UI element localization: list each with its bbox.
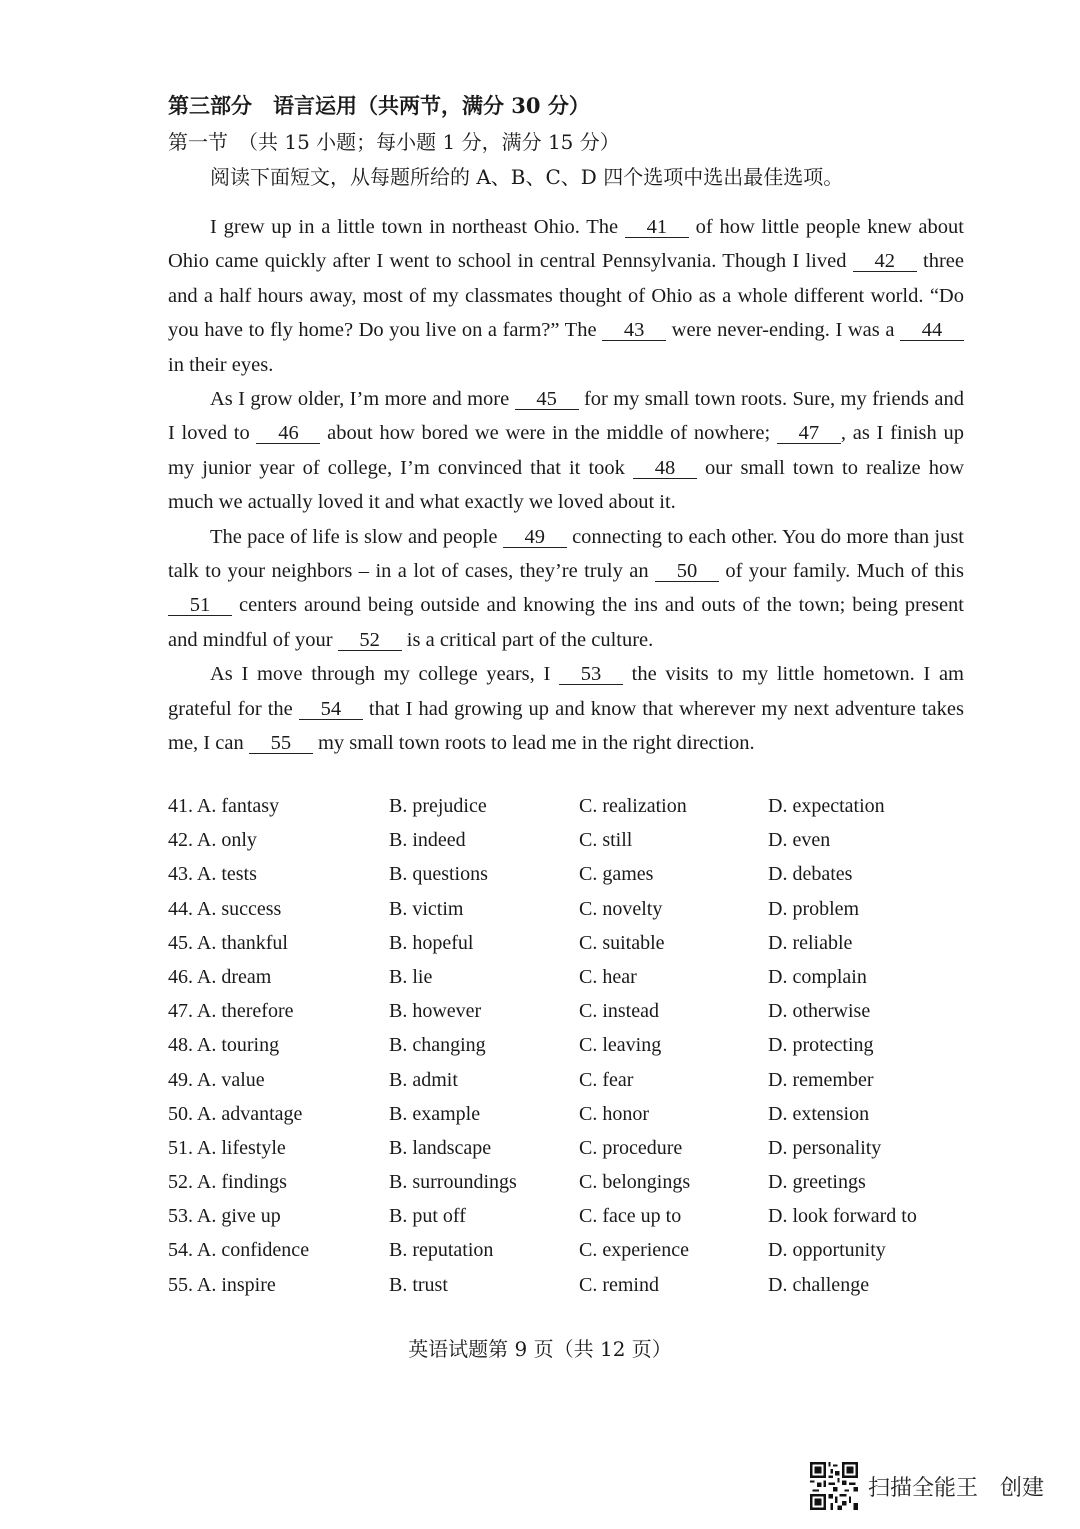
option-b: B. trust xyxy=(389,1273,448,1296)
option-d: D. extension xyxy=(768,1102,870,1125)
option-d: D. otherwise xyxy=(768,1000,871,1023)
option-b: B. put off xyxy=(389,1205,466,1228)
option-a: 51. A. lifestyle xyxy=(168,1136,286,1159)
option-a: 42. A. only xyxy=(168,829,257,852)
passage-text: I grew up in a little town in northeast Ohio. The xyxy=(210,216,625,238)
scanner-watermark xyxy=(810,1462,1044,1510)
option-d: D. look forward to xyxy=(768,1205,917,1228)
part-heading: 第三部分 语言运用（共两节，满分 30 分） xyxy=(168,93,590,118)
option-c: C. suitable xyxy=(579,931,665,954)
passage-text: my small town roots to lead me in the right direction. xyxy=(312,732,755,755)
option-a: 41. A. fantasy xyxy=(168,795,280,817)
passage-text: three and a half hours away, most of my classmates thought of Ohio as a whole different world. “Do you have to fly home? Do you live on a farm?” The xyxy=(168,250,964,342)
option-row xyxy=(168,1000,968,1034)
option-b: B. admit xyxy=(389,1068,458,1091)
passage-text: As I move through my college years, I xyxy=(210,663,559,686)
option-row xyxy=(168,795,968,829)
option-row xyxy=(168,898,968,932)
option-a: 50. A. advantage xyxy=(168,1102,303,1125)
passage-paragraph-2 xyxy=(168,382,964,520)
blank-46: 46 xyxy=(256,423,320,444)
option-c: C. honor xyxy=(579,1102,649,1125)
option-row xyxy=(168,1239,968,1273)
option-row xyxy=(168,1274,968,1308)
option-b: B. indeed xyxy=(389,829,466,852)
passage-text: The pace of life is slow and people xyxy=(210,525,503,548)
option-d: D. remember xyxy=(768,1068,874,1091)
option-d: D. problem xyxy=(768,897,860,920)
option-d: D. greetings xyxy=(768,1171,866,1194)
blank-53: 53 xyxy=(559,664,623,685)
passage-paragraph-4 xyxy=(168,657,964,760)
option-c: C. procedure xyxy=(579,1136,683,1159)
option-d: D. protecting xyxy=(768,1034,874,1057)
passage-text: connecting to each other. You do more than just talk to your neighbors – in a lot of cases, they’re truly an xyxy=(168,525,964,583)
passage-text: were never-ending. I was a xyxy=(666,319,900,342)
option-b: B. surroundings xyxy=(389,1171,517,1194)
blank-54: 54 xyxy=(299,699,363,720)
option-a: 44. A. success xyxy=(168,897,282,920)
passage-text: of your family. Much of this xyxy=(719,560,964,583)
option-a: 46. A. dream xyxy=(168,965,272,988)
passage-text: our small town to realize how much we actually loved it and what exactly we loved about it. xyxy=(168,456,964,514)
passage-text: for my small town roots. Sure, my friends and I loved to xyxy=(168,388,965,445)
option-d: D. even xyxy=(768,829,831,852)
option-a: 45. A. thankful xyxy=(168,931,288,954)
blank-49: 49 xyxy=(503,527,567,548)
blank-52: 52 xyxy=(338,630,402,651)
option-row xyxy=(168,966,968,1000)
option-c: C. instead xyxy=(579,1000,659,1023)
passage-text: As I grow older, I’m more and more xyxy=(210,388,515,411)
option-row xyxy=(168,1103,968,1137)
instruction-text: 阅读下面短文，从每题所给的 A、B、C、D 四个选项中选出最佳选项。 xyxy=(210,165,844,189)
option-a: 52. A. findings xyxy=(168,1171,287,1194)
blank-43: 43 xyxy=(602,320,666,341)
blank-55: 55 xyxy=(249,733,313,754)
option-d: D. debates xyxy=(768,863,853,886)
passage-paragraph-3 xyxy=(168,520,964,658)
option-b: B. however xyxy=(389,1000,482,1023)
option-c: C. realization xyxy=(579,795,687,817)
blank-48: 48 xyxy=(633,458,697,479)
option-c: C. fear xyxy=(579,1068,634,1091)
option-a: 43. A. tests xyxy=(168,863,257,886)
option-a: 47. A. therefore xyxy=(168,1000,294,1023)
passage-paragraph-1 xyxy=(168,210,964,382)
option-row xyxy=(168,1205,968,1239)
option-b: B. landscape xyxy=(389,1136,492,1159)
passage-text: , as I finish up my junior year of college, I’m convinced that it took xyxy=(168,422,964,479)
option-a: 48. A. touring xyxy=(168,1034,280,1057)
option-b: B. changing xyxy=(389,1034,486,1057)
option-row xyxy=(168,863,968,897)
blank-44: 44 xyxy=(900,320,964,341)
option-row xyxy=(168,1034,968,1068)
option-c: C. face up to xyxy=(579,1205,682,1228)
option-d: D. expectation xyxy=(768,795,885,817)
option-d: D. challenge xyxy=(768,1273,870,1296)
passage-text: in their eyes. xyxy=(168,353,274,376)
blank-45: 45 xyxy=(515,389,579,410)
option-d: D. complain xyxy=(768,965,867,988)
option-b: B. reputation xyxy=(389,1239,494,1262)
option-c: C. remind xyxy=(579,1273,659,1296)
passage-text: is a critical part of the culture. xyxy=(401,628,654,651)
option-b: B. lie xyxy=(389,965,433,988)
passage-text: the visits to my little hometown. I am grateful for the xyxy=(168,663,964,720)
blank-41: 41 xyxy=(625,217,689,238)
option-b: B. example xyxy=(389,1102,481,1125)
option-a: 54. A. confidence xyxy=(168,1239,310,1262)
cloze-passage xyxy=(168,210,964,761)
blank-47: 47 xyxy=(777,423,841,444)
option-c: C. still xyxy=(579,829,633,852)
passage-text: that I had growing up and know that wherever my next adventure takes me, I can xyxy=(168,697,964,755)
passage-text: about how bored we were in the middle of nowhere; xyxy=(320,422,777,445)
passage-text: of how little people knew about Ohio came quickly after I went to school in central Pennsylvania. Though I lived xyxy=(168,216,964,273)
option-c: C. hear xyxy=(579,965,637,988)
option-d: D. personality xyxy=(768,1136,882,1159)
option-c: C. leaving xyxy=(579,1034,662,1057)
option-a: 53. A. give up xyxy=(168,1205,281,1228)
option-b: B. victim xyxy=(389,897,464,920)
blank-51: 51 xyxy=(168,595,232,616)
option-row xyxy=(168,1137,968,1171)
option-row xyxy=(168,1069,968,1103)
option-c: C. games xyxy=(579,863,654,886)
qr-code-icon xyxy=(810,1462,858,1510)
option-a: 49. A. value xyxy=(168,1068,265,1091)
option-b: B. questions xyxy=(389,863,488,886)
option-b: B. prejudice xyxy=(389,795,487,817)
answer-options xyxy=(168,795,968,1308)
option-c: C. belongings xyxy=(579,1171,691,1194)
passage-text: centers around being outside and knowing the ins and outs of the town; being present and mindful of your xyxy=(168,594,964,651)
option-c: C. experience xyxy=(579,1239,689,1262)
option-c: C. novelty xyxy=(579,897,663,920)
option-row xyxy=(168,1171,968,1205)
scanner-watermark-text: 扫描全能王 创建 xyxy=(868,1475,1045,1501)
option-row xyxy=(168,932,968,966)
option-d: D. opportunity xyxy=(768,1239,886,1262)
blank-42: 42 xyxy=(853,251,917,272)
option-row xyxy=(168,829,968,863)
option-a: 55. A. inspire xyxy=(168,1273,276,1296)
section-heading: 第一节 （共 15 小题；每小题 1 分，满分 15 分） xyxy=(168,130,620,154)
option-d: D. reliable xyxy=(768,931,853,954)
option-b: B. hopeful xyxy=(389,931,474,954)
blank-50: 50 xyxy=(655,561,719,582)
page-footer: 英语试题第 9 页（共 12 页） xyxy=(408,1337,672,1361)
